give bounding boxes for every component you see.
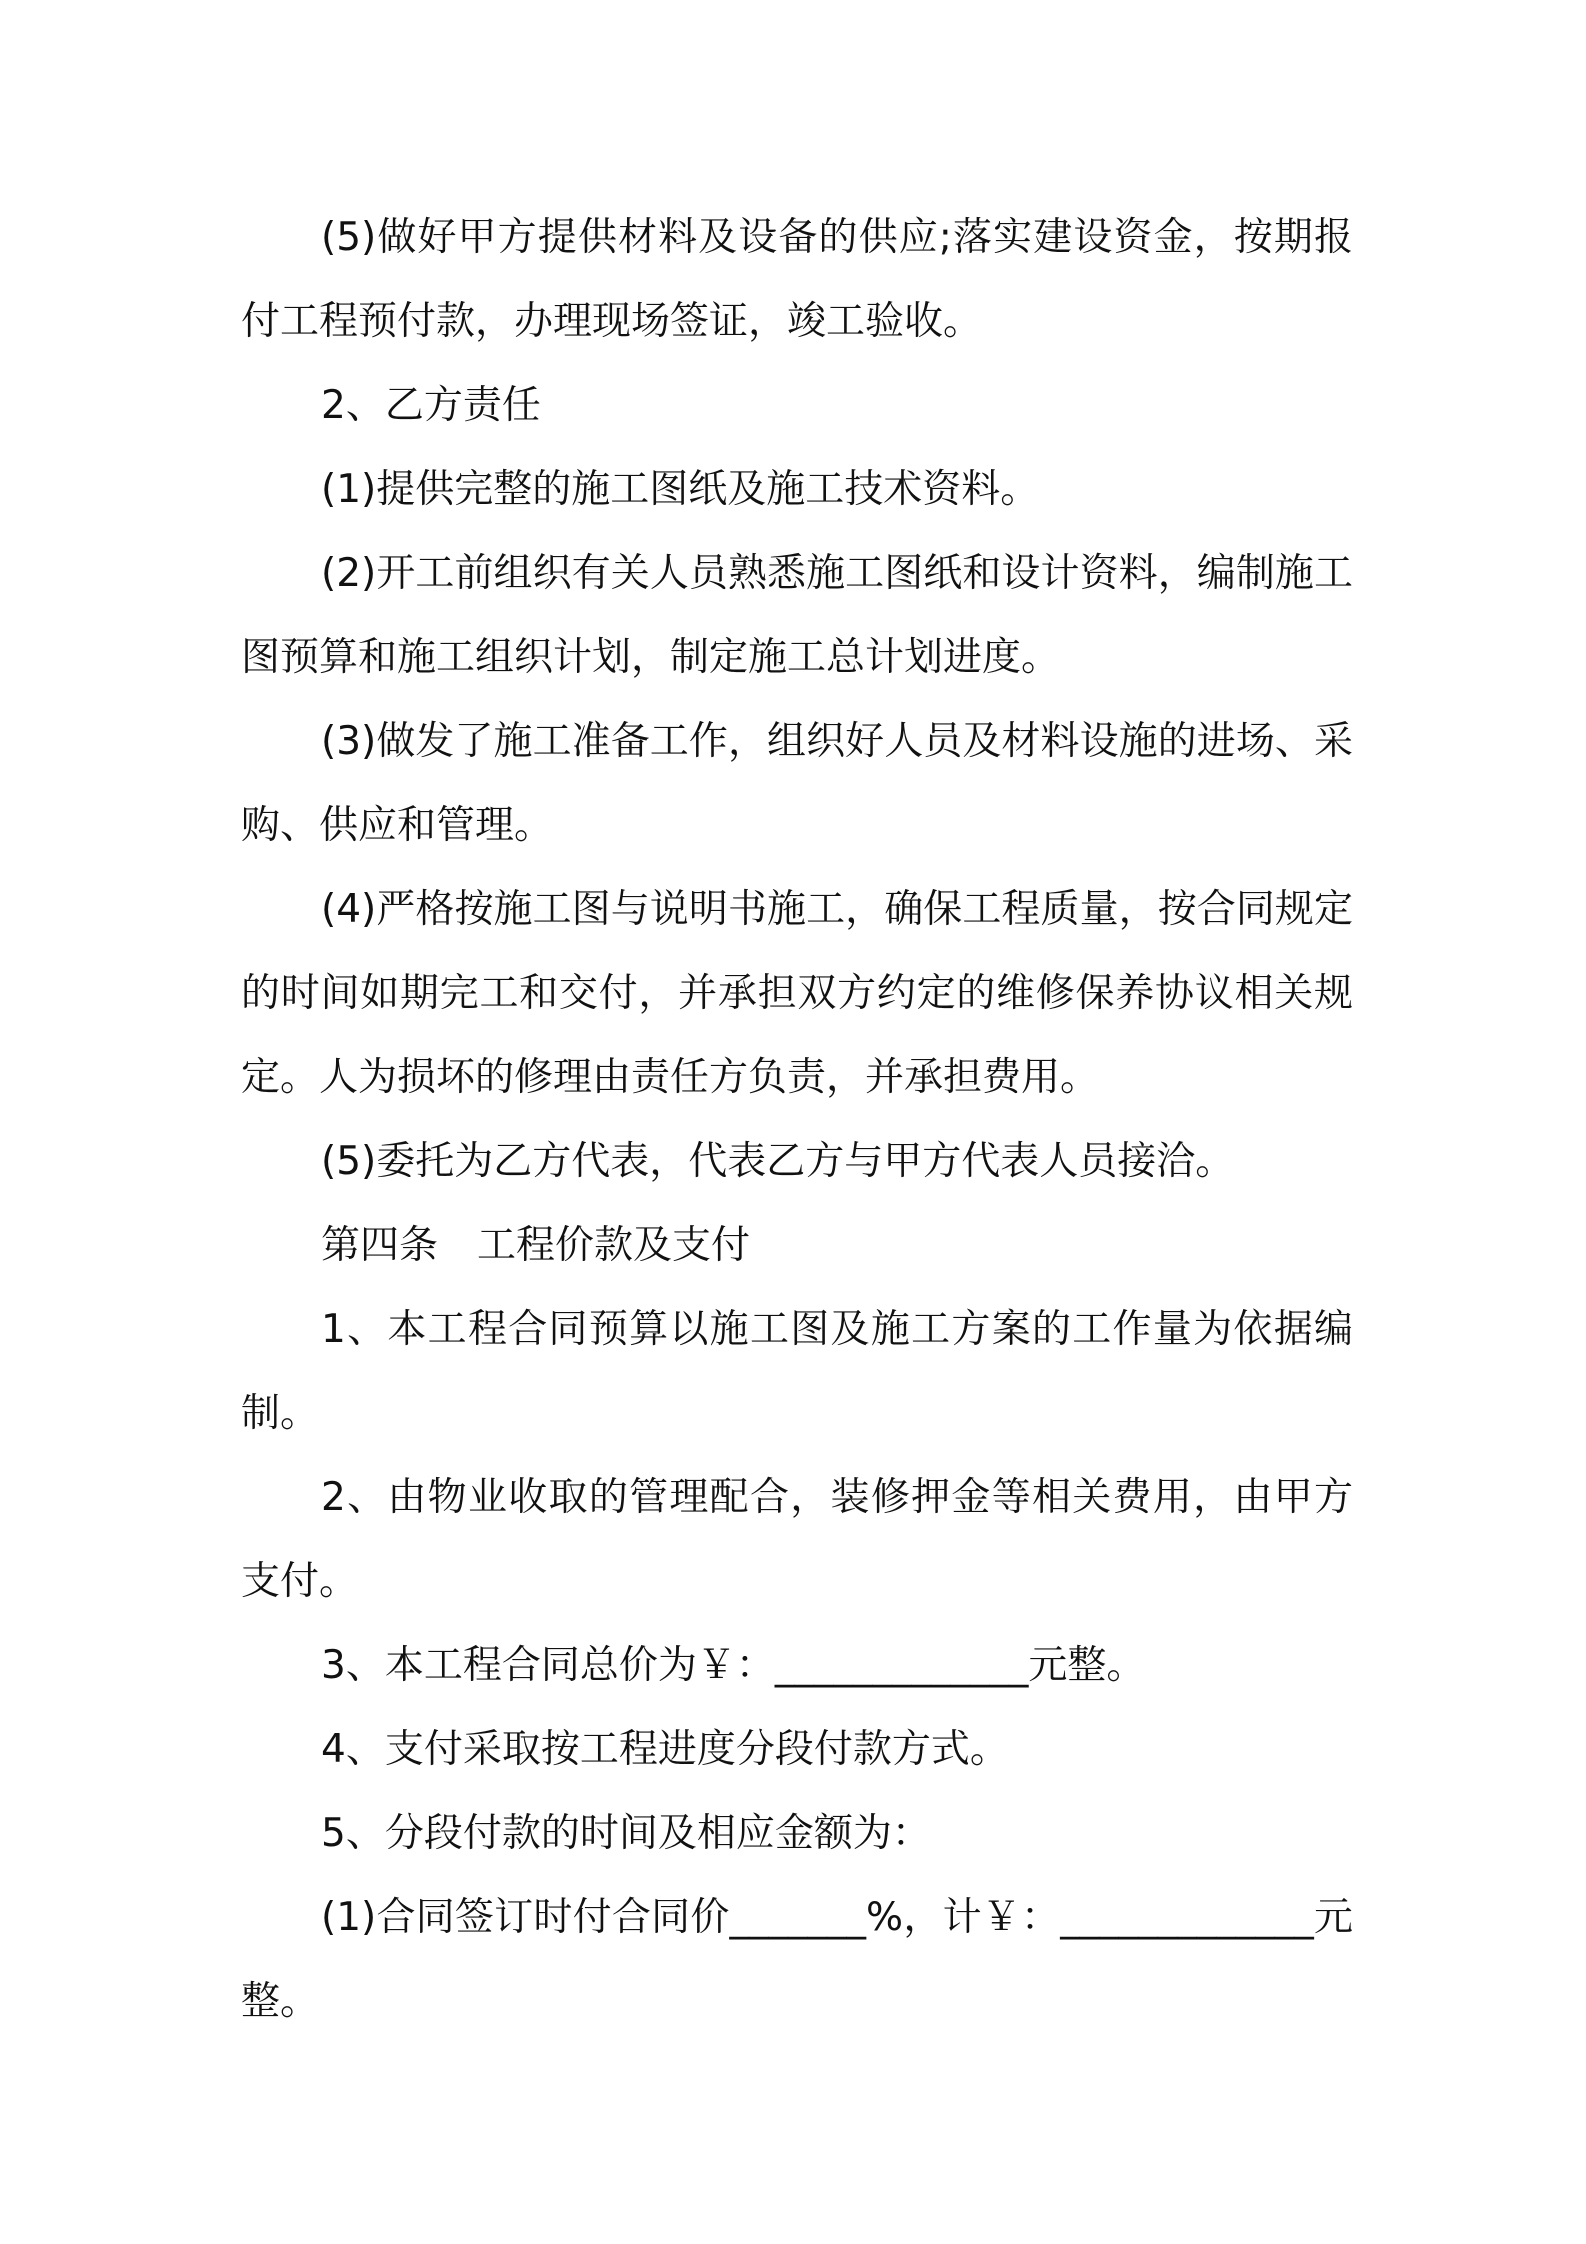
paragraph-payment-3: 3、本工程合同总价为￥：_____________元整。 xyxy=(321,1643,1146,1688)
paragraph-payment-5: 5、分段付款的时间及相应金额为： xyxy=(321,1811,931,1856)
paragraph-payment-2: 2、由物业收取的管理配合，装修押金等相关费用，由甲方支付。 xyxy=(241,1475,1353,1604)
paragraph-party-b-duty-2: (2)开工前组织有关人员熟悉施工图纸和设计资料，编制施工图预算和施工组织计划，制定施工总计划进度。 xyxy=(241,551,1353,680)
paragraph-payment-4: 4、支付采取按工程进度分段付款方式。 xyxy=(321,1727,1009,1772)
paragraph-installment-1: (1)合同签订时付合同价_______%，计￥：_____________元整。 xyxy=(241,1895,1353,2024)
paragraph-party-b-duty-3: (3)做发了施工准备工作，组织好人员及材料设施的进场、采购、供应和管理。 xyxy=(241,719,1353,848)
paragraph-party-b-duty-5: (5)委托为乙方代表，代表乙方与甲方代表人员接洽。 xyxy=(321,1139,1235,1184)
article-heading-price-and-payment: 第四条 工程价款及支付 xyxy=(321,1223,751,1268)
paragraph-party-a-duty-5: (5)做好甲方提供材料及设备的供应;落实建设资金，按期报付工程预付款，办理现场签证，竣工验收。 xyxy=(241,215,1353,344)
paragraph-payment-1: 1、本工程合同预算以施工图及施工方案的工作量为依据编制。 xyxy=(241,1307,1353,1436)
section-heading-party-b-duties: 2、乙方责任 xyxy=(321,383,541,428)
paragraph-party-b-duty-1: (1)提供完整的施工图纸及施工技术资料。 xyxy=(321,467,1040,512)
document-body xyxy=(241,196,1353,2044)
paragraph-party-b-duty-4: (4)严格按施工图与说明书施工，确保工程质量，按合同规定的时间如期完工和交付，并承担双方约定的维修保养协议相关规定。人为损坏的修理由责任方负责，并承担费用。 xyxy=(241,887,1353,1100)
